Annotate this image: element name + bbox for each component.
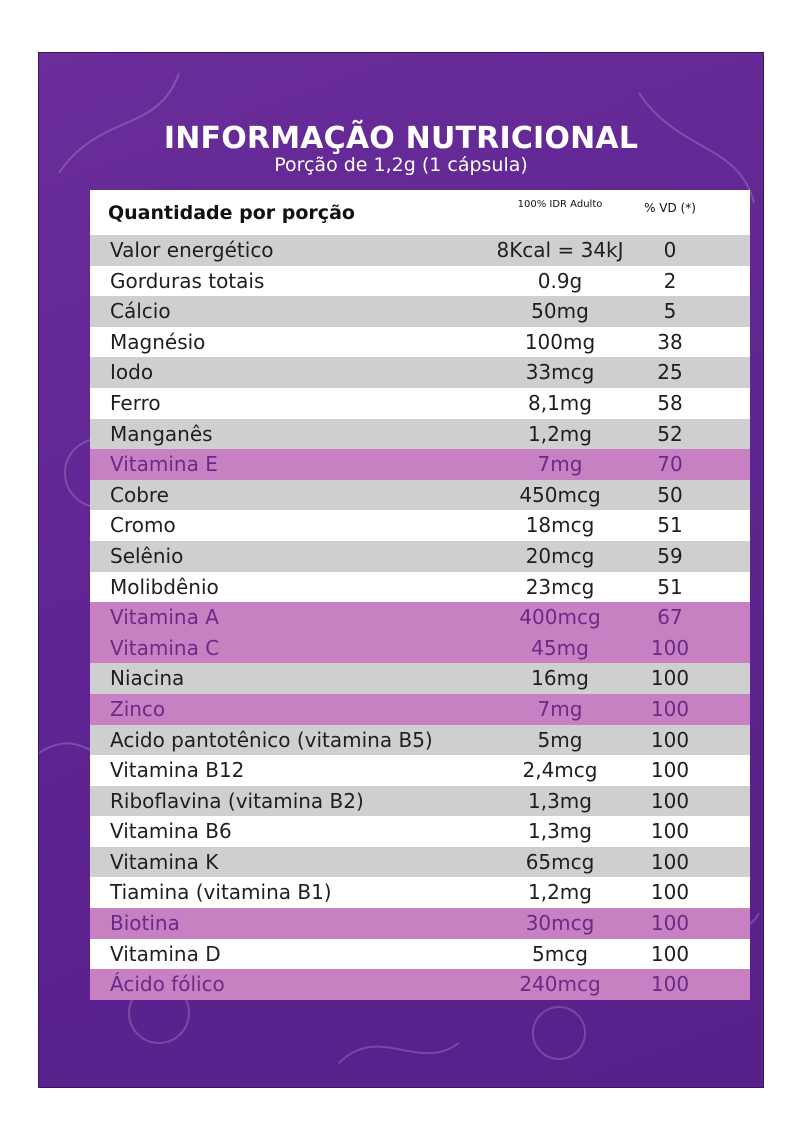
- table-row: [90, 786, 750, 817]
- table-row: [90, 480, 750, 511]
- nutrient-vd: 38: [657, 329, 683, 354]
- table-row: [90, 694, 750, 725]
- nutrient-vd: 50: [657, 482, 683, 507]
- header-quantity: Quantidade por porção: [108, 202, 355, 224]
- nutrient-amount: 65mcg: [525, 849, 595, 874]
- table-row: [90, 449, 750, 480]
- table-row: [90, 419, 750, 450]
- table-row: [90, 327, 750, 358]
- table-row: [90, 541, 750, 572]
- nutrient-name: Vitamina D: [110, 941, 221, 966]
- nutrient-vd: 58: [657, 390, 683, 415]
- table-row: [90, 939, 750, 970]
- table-row: [90, 388, 750, 419]
- label-subtitle: Porção de 1,2g (1 cápsula): [274, 154, 528, 176]
- nutrient-vd: 100: [650, 758, 690, 783]
- nutrient-name: Vitamina A: [110, 605, 219, 630]
- nutrient-amount: 7mg: [537, 696, 583, 721]
- nutrient-vd: 100: [650, 727, 690, 752]
- nutrient-amount: 20mcg: [525, 543, 595, 568]
- nutrient-name: Cobre: [110, 482, 169, 507]
- nutrient-vd: 5: [663, 299, 677, 324]
- nutrient-vd: 70: [657, 452, 683, 477]
- nutrient-name: Vitamina B12: [110, 758, 245, 783]
- nutrient-amount: 33mcg: [525, 360, 595, 385]
- nutrient-name: Acido pantotênico (vitamina B5): [110, 727, 433, 752]
- nutrient-vd: 100: [650, 849, 690, 874]
- nutrient-name: Vitamina B6: [110, 819, 232, 844]
- nutrient-vd: 2: [663, 268, 677, 293]
- nutrient-amount: 18mcg: [525, 513, 595, 538]
- nutrient-amount: 1,2mg: [528, 421, 592, 446]
- nutrient-name: Riboflavina (vitamina B2): [110, 788, 364, 813]
- nutrition-label-panel: [38, 52, 764, 1088]
- nutrient-name: Niacina: [110, 666, 185, 691]
- nutrient-vd: 51: [657, 513, 683, 538]
- table-row: [90, 908, 750, 939]
- nutrient-vd: 67: [657, 605, 683, 630]
- table-row: [90, 266, 750, 297]
- nutrient-name: Cálcio: [110, 299, 171, 324]
- nutrient-amount: 23mcg: [525, 574, 595, 599]
- table-row: [90, 725, 750, 756]
- nutrient-amount: 45mg: [531, 635, 589, 660]
- nutrient-vd: 51: [657, 574, 683, 599]
- nutrient-name: Vitamina E: [110, 452, 218, 477]
- nutrient-vd: 0: [663, 238, 677, 262]
- nutrient-amount: 1,3mg: [528, 788, 592, 813]
- nutrient-name: Vitamina C: [110, 635, 220, 660]
- nutrient-vd: 100: [650, 696, 690, 721]
- nutrient-amount: 30mcg: [525, 911, 595, 936]
- table-row: [90, 847, 750, 878]
- table-row: [90, 296, 750, 327]
- table-body: [90, 235, 750, 1000]
- nutrient-vd: 52: [657, 421, 683, 446]
- nutrient-vd: 100: [650, 819, 690, 844]
- table-row: [90, 572, 750, 603]
- table-header-row: [90, 190, 750, 235]
- nutrient-name: Tiamina (vitamina B1): [110, 880, 332, 905]
- nutrient-name: Magnésio: [110, 329, 206, 354]
- nutrient-name: Valor energético: [110, 238, 274, 262]
- nutrient-vd: 100: [650, 880, 690, 905]
- table-row: [90, 969, 750, 1000]
- table-row: [90, 633, 750, 664]
- nutrient-name: Biotina: [110, 911, 180, 936]
- nutrient-amount: 50mg: [531, 299, 589, 324]
- nutrient-amount: 0.9g: [537, 268, 583, 293]
- nutrient-amount: 8Kcal = 34kJ: [496, 238, 624, 262]
- nutrient-name: Cromo: [110, 513, 176, 538]
- nutrient-amount: 7mg: [537, 452, 583, 477]
- nutrient-amount: 5mg: [537, 727, 583, 752]
- table-row: [90, 602, 750, 633]
- nutrient-name: Gorduras totais: [110, 268, 265, 293]
- nutrient-name: Molibdênio: [110, 574, 219, 599]
- nutrient-name: Vitamina K: [110, 849, 219, 874]
- nutrient-amount: 100mg: [524, 329, 596, 354]
- table-row: [90, 357, 750, 388]
- header-idr: 100% IDR Adulto: [517, 199, 603, 210]
- nutrient-vd: 59: [657, 543, 683, 568]
- nutrient-amount: 400mcg: [519, 605, 601, 630]
- nutrient-name: Iodo: [110, 360, 154, 385]
- nutrient-vd: 100: [650, 788, 690, 813]
- nutrient-vd: 100: [650, 911, 690, 936]
- nutrition-table: [90, 190, 750, 1000]
- nutrient-vd: 100: [650, 666, 690, 691]
- nutrient-amount: 1,3mg: [528, 819, 592, 844]
- nutrient-name: Zinco: [110, 696, 166, 721]
- table-row: [90, 816, 750, 847]
- nutrient-name: Ferro: [110, 390, 161, 415]
- table-row: [90, 755, 750, 786]
- nutrient-name: Ácido fólico: [110, 972, 225, 997]
- nutrient-vd: 100: [650, 941, 690, 966]
- nutrient-vd: 25: [657, 360, 683, 385]
- table-row: [90, 663, 750, 694]
- header-vd: % VD (*): [644, 201, 696, 215]
- nutrient-amount: 1,2mg: [528, 880, 592, 905]
- nutrient-vd: 100: [650, 972, 690, 997]
- table-row: [90, 235, 750, 266]
- nutrient-amount: 240mcg: [519, 972, 601, 997]
- nutrient-vd: 100: [650, 635, 690, 660]
- nutrient-amount: 5mcg: [532, 941, 588, 966]
- table-row: [90, 877, 750, 908]
- nutrient-amount: 2,4mcg: [522, 758, 598, 783]
- table-row: [90, 510, 750, 541]
- nutrient-amount: 450mcg: [519, 482, 601, 507]
- nutrient-amount: 16mg: [531, 666, 589, 691]
- label-title: INFORMAÇÃO NUTRICIONAL: [163, 121, 639, 156]
- nutrient-amount: 8,1mg: [528, 390, 592, 415]
- nutrient-name: Selênio: [110, 543, 184, 568]
- nutrient-name: Manganês: [110, 421, 213, 446]
